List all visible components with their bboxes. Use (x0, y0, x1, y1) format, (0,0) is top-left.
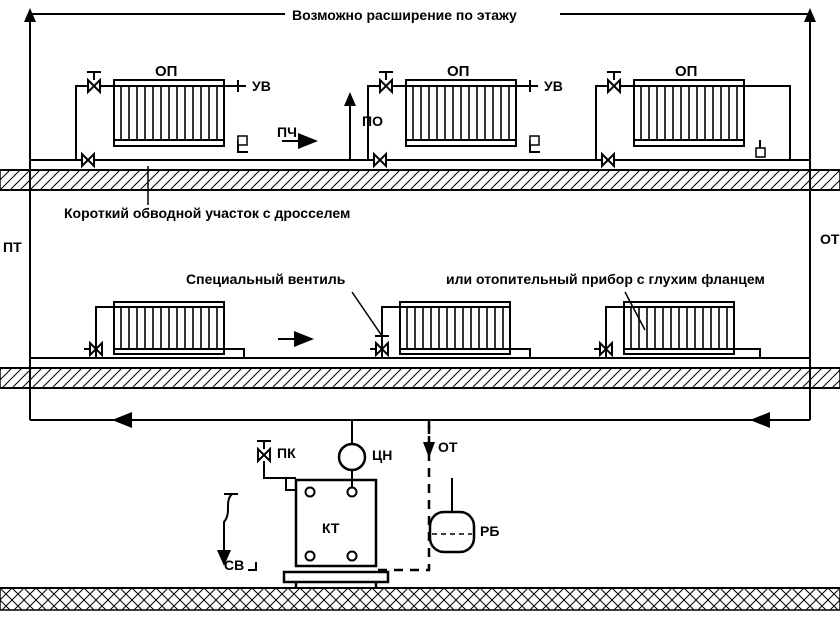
label-radiator-top-3: ОП (675, 63, 698, 80)
label-rb: РБ (480, 523, 500, 539)
floor-slab-lower (0, 368, 840, 388)
radiator-bottom-3 (624, 302, 734, 354)
radiator-top-3 (634, 80, 744, 146)
label-ot-center: ОТ (438, 439, 458, 455)
label-cn: ЦН (372, 447, 393, 463)
label-device-note: или отопительный прибор с глухим фланцем (446, 271, 765, 287)
label-ot-right: ОТ (820, 231, 840, 247)
radiator-top-2 (406, 80, 516, 146)
label-valve-note: Специальный вентиль (186, 271, 346, 287)
label-radiator-top-2: ОП (447, 63, 470, 80)
label-bypass-note: Короткий обводной участок с дросселем (64, 205, 351, 221)
radiator-bottom-2 (400, 302, 510, 354)
label-sv: СВ (224, 557, 245, 573)
label-pk: ПК (277, 445, 296, 461)
label-uv-1: УВ (252, 78, 271, 94)
label-radiator-top-1: ОП (155, 63, 178, 80)
label-expansion-note: Возможно расширение по этажу (292, 7, 517, 23)
radiator-top-1 (114, 80, 224, 146)
expansion-tank-rb (430, 478, 474, 552)
radiator-bottom-1 (114, 302, 224, 354)
label-pt: ПТ (3, 239, 22, 255)
label-kt: КТ (322, 520, 340, 536)
label-uv-2: УВ (544, 78, 563, 94)
ground-hatch (0, 588, 840, 610)
floor-slab-upper (0, 170, 840, 190)
label-po: ПО (362, 113, 383, 129)
ot-return-dashed (376, 420, 435, 570)
label-pch: ПЧ (277, 124, 297, 140)
circulation-pump-cn (339, 420, 365, 487)
